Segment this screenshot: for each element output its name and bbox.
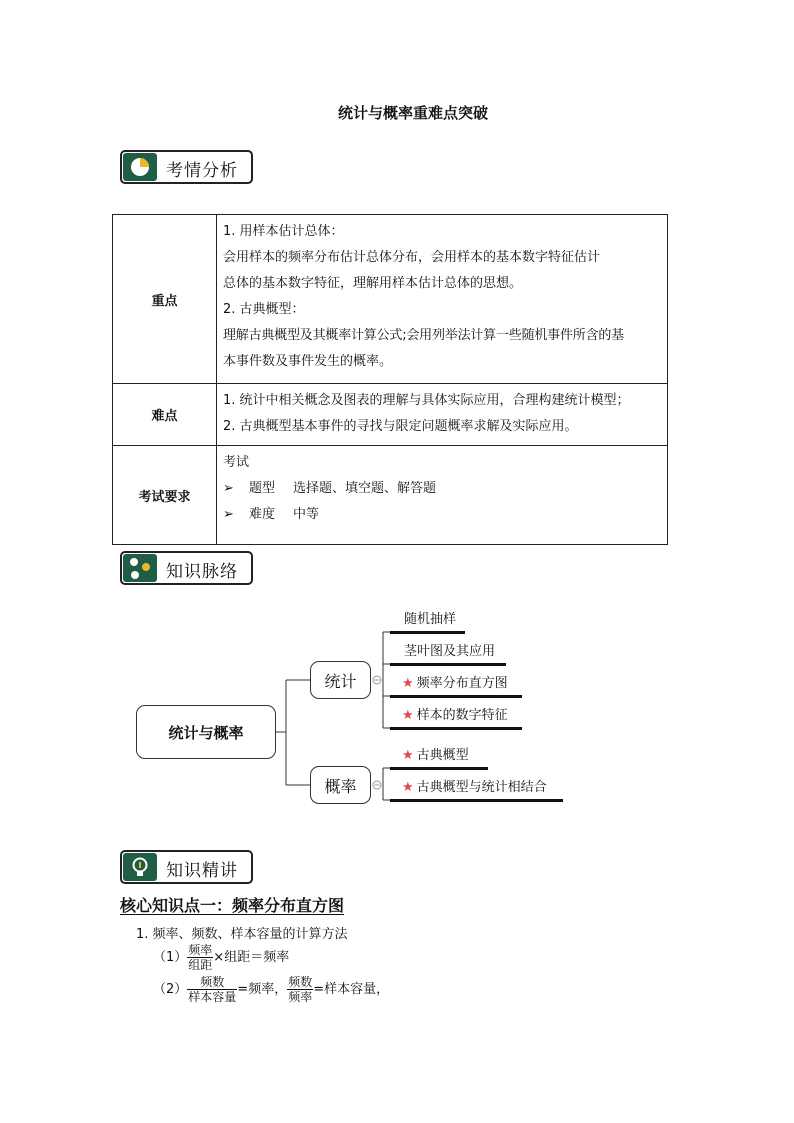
text-line: 2. 古典概型基本事件的寻找与限定问题概率求解及实际应用。 [223,419,578,434]
leaf-underline [390,727,522,730]
text-line: 2. 古典概型： [223,302,305,317]
formula-line-1: （1） $\frac{\text{频率}}{\text{组距}}$ ×组距＝频率 [153,943,290,972]
list-item: 1. 频率、频数、样本容量的计算方法 [136,927,348,942]
item-key: 题型 [249,481,276,496]
star-icon: ★ [402,676,414,691]
mindmap-leaf: ★ 古典概型 [402,748,469,763]
star-icon: ★ [402,780,414,795]
section-label: 知识脉络 [166,562,238,582]
star-icon: ★ [402,748,414,763]
knowledge-point-heading: 核心知识点一：频率分布直方图 [120,896,345,915]
text-line: 理解古典概型及其概率计算公式;会用列举法计算一些随机事件所含的基 [223,328,624,343]
item-value: 中等 [293,507,320,522]
leaf-underline [390,767,488,770]
arrow-bullet-icon: ➢ [223,507,234,522]
fraction: $\frac{\text{频数}}{\text{频率}}$ [288,975,313,1004]
item-key: 难度 [249,507,276,522]
text-line: 考试 [223,455,250,470]
text-line: 会用样本的频率分布估计总体分布，会用样本的基本数字特征估计 [223,250,601,265]
item-value: 选择题、填空题、解答题 [293,481,437,496]
star-icon: ★ [402,708,414,723]
text-line: 本事件数及事件发生的概率。 [223,354,393,369]
mindmap-leaf: 茎叶图及其应用 [404,644,496,659]
mindmap-node-prob: 概率 [310,766,371,804]
lightbulb-icon [123,853,157,881]
page-title: 统计与概率重难点突破 [337,104,488,122]
mindmap-node-stat: 统计 [310,661,371,699]
mindmap-leaf: ★ 样本的数字特征 [402,708,508,723]
leaf-underline [390,663,506,666]
section-label: 考情分析 [166,161,238,181]
mindmap-leaf: ★ 古典概型与统计相结合 [402,780,547,795]
leaf-underline [390,799,563,802]
row-key: 重点 [113,215,217,384]
text-line: 1. 统计中相关概念及图表的理解与具体实际应用，合理构建统计模型； [223,393,630,408]
text-line: 1. 用样本估计总体： [223,224,344,239]
mindmap-leaf: 随机抽样 [404,612,457,627]
formula-line-2: （2） $\frac{\text{频数}}{\text{样本容量}}$ =频率， $\frac{\text{频数}}{\text{频率}}$ =样本容量， [153,975,390,1004]
leaf-underline [390,695,522,698]
row-key: 考试要求 [113,446,217,545]
fraction: $\frac{\text{频数}}{\text{样本容量}}$ [188,975,237,1004]
section-badge-lecture [120,850,253,884]
section-label: 知识精讲 [166,861,238,881]
row-key: 难点 [113,384,217,446]
leaf-underline [390,631,465,634]
arrow-bullet-icon: ➢ [223,481,234,496]
mindmap-root: 统计与概率 [136,705,276,759]
fraction: $\frac{\text{频率}}{\text{组距}}$ [188,943,213,972]
mindmap-leaf: ★ 频率分布直方图 [402,676,508,691]
text-line: 总体的基本数字特征，理解用样本估计总体的思想。 [223,276,523,291]
